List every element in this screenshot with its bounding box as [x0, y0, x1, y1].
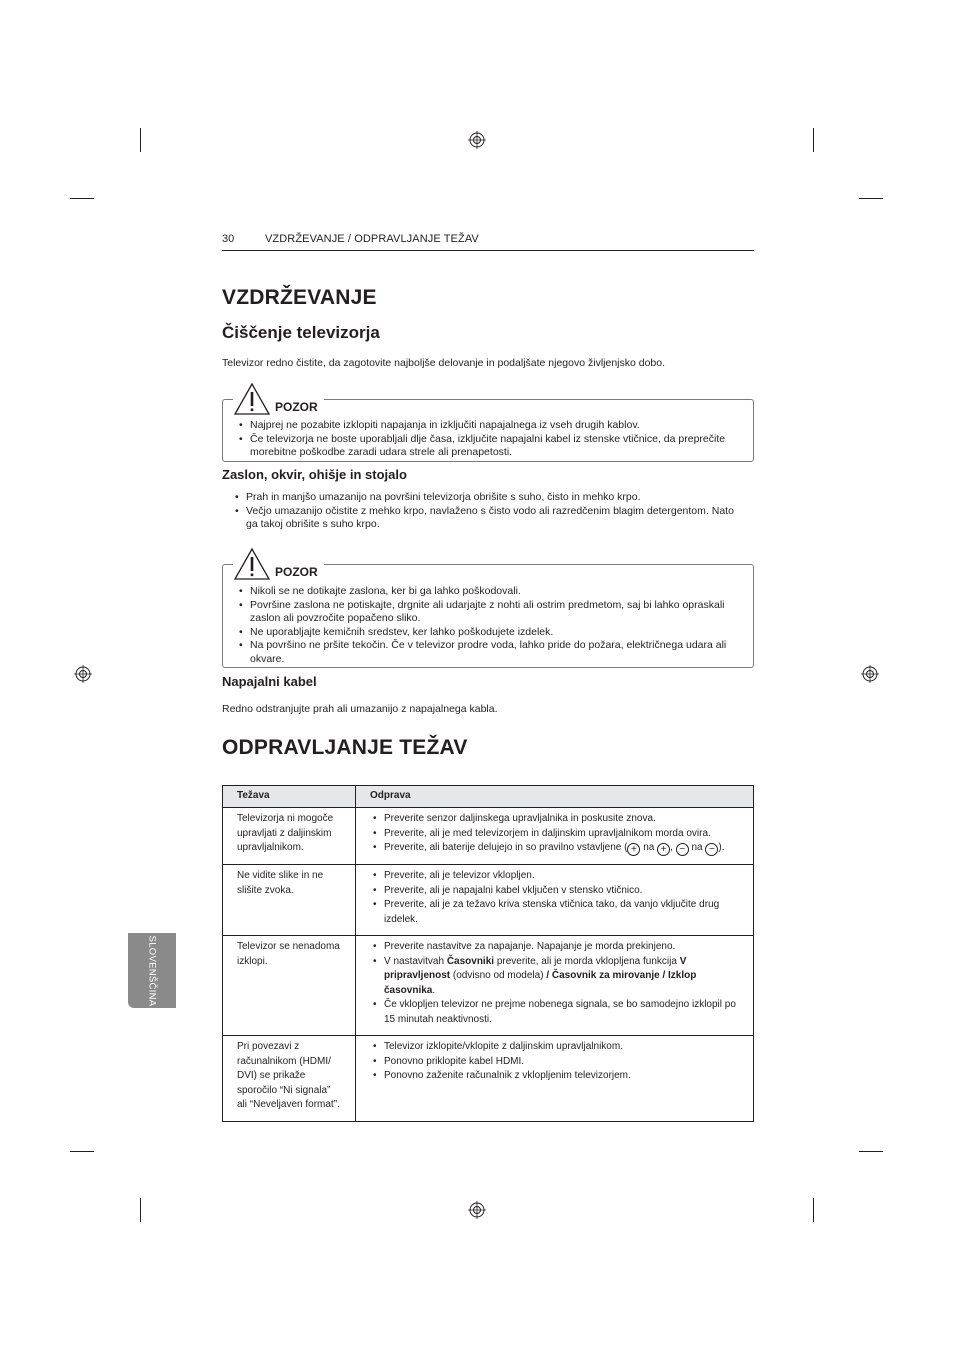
- list-item: • Če televizorja ne boste uporabljali dlje časa, izključite napajalni kabel iz stenske vtičnice, da preprečite morebitne poškodbe zaradi udara strele ali prenapetosti.: [236, 433, 736, 460]
- list-item: • Preverite, ali je za težavo kriva stenska vtičnica tako, da vanjo vključite drug izdelek.: [370, 898, 741, 927]
- caution-list: [236, 419, 736, 460]
- page-number: 30: [222, 233, 235, 245]
- warning-triangle-icon: [233, 547, 271, 581]
- power-cable-title: Napajalni kabel: [222, 674, 317, 689]
- list-item: • Preverite, ali baterije delujejo in so pravilno vstavljene ( + na + , − na − ).: [370, 841, 741, 856]
- maintenance-title: VZDRŽEVANJE: [222, 286, 377, 309]
- solution-cell: [356, 808, 754, 865]
- minus-terminal-icon: −: [676, 843, 689, 856]
- crop-mark: [859, 198, 883, 199]
- table-row: [223, 865, 754, 936]
- screen-title: Zaslon, okvir, ohišje in stojalo: [222, 467, 407, 482]
- list-item: • Ne uporabljajte kemičnih sredstev, ker lahko poškodujete izdelek.: [236, 626, 736, 640]
- list-item: • Preverite, ali je napajalni kabel vključen v stensko vtičnico.: [370, 884, 741, 899]
- list-item: • Preverite, ali je med televizorjem in daljinskim upravljalnikom morda ovira.: [370, 827, 741, 842]
- caution-box-2: [222, 564, 754, 668]
- table-row: [223, 1036, 754, 1122]
- list-item: • Televizor izklopite/vklopite z daljinskim upravljalnikom.: [370, 1040, 741, 1055]
- table-row: [223, 808, 754, 865]
- solution-cell: [356, 865, 754, 936]
- plus-terminal-icon: +: [627, 843, 640, 856]
- power-cable-text: Redno odstranjujte prah ali umazanijo z napajalnega kabla.: [222, 703, 498, 715]
- cleaning-title: Čiščenje televizorja: [222, 323, 380, 342]
- list-item: • Preverite, ali je televizor vklopljen.: [370, 869, 741, 884]
- list-item: • Večjo umazanijo očistite z mehko krpo, navlaženo s čisto vodo ali razredčenim blagim detergentom. Nato ga takoj obrišite s suho krpo.: [232, 505, 747, 532]
- list-item: • V nastavitvah Časovniki preverite, ali je morda vklopljena funkcija V pripravljenost (odvisno od modela) / Časovnik za mirovanje / Izklop časovnika.: [370, 955, 741, 999]
- solution-cell: [356, 936, 754, 1036]
- crop-mark: [140, 128, 141, 152]
- list-item: • Na površino ne pršite tekočin. Če v televizor prodre voda, lahko pride do požara, električnega udara ali okvare.: [236, 639, 736, 666]
- language-side-tab: [128, 933, 176, 1008]
- header-rule: [222, 250, 754, 251]
- column-header-solution: Odprava: [356, 786, 754, 808]
- screen-list: [232, 491, 747, 532]
- cleaning-intro: Televizor redno čistite, da zagotovite najboljše delovanje in podaljšate njegovo življenjsko dobo.: [222, 357, 666, 369]
- list-item: • Prah in manjšo umazanijo na površini televizorja obrišite s suho, čisto in mehko krpo.: [232, 491, 747, 505]
- warning-triangle-icon: [233, 382, 271, 416]
- crop-mark: [70, 1151, 94, 1152]
- list-item: • Preverite senzor daljinskega upravljalnika in poskusite znova.: [370, 812, 741, 827]
- caution-box-1: [222, 399, 754, 462]
- table-header-row: [223, 786, 754, 808]
- registration-mark-icon: [468, 131, 486, 149]
- list-item: • Če vklopljen televizor ne prejme nobenega signala, se bo samodejno izklopil po 15 minutah neaktivnosti.: [370, 998, 741, 1027]
- troubleshooting-table: [222, 785, 754, 1122]
- registration-mark-icon: [468, 1201, 486, 1219]
- crop-mark: [813, 128, 814, 152]
- problem-cell: Televizor se nenadoma izklopi.: [223, 936, 356, 1036]
- plus-terminal-icon: +: [657, 843, 670, 856]
- column-header-problem: Težava: [223, 786, 356, 808]
- running-title: VZDRŽEVANJE / ODPRAVLJANJE TEŽAV: [265, 233, 479, 245]
- registration-mark-icon: [74, 665, 92, 683]
- troubleshooting-title: ODPRAVLJANJE TEŽAV: [222, 736, 468, 759]
- list-item: • Najprej ne pozabite izklopiti napajanja in izključiti napajalnega iz vseh drugih kablov.: [236, 419, 736, 433]
- list-item: • Nikoli se ne dotikajte zaslona, ker bi ga lahko poškodovali.: [236, 585, 736, 599]
- list-item: • Preverite nastavitve za napajanje. Napajanje je morda prekinjeno.: [370, 940, 741, 955]
- crop-mark: [140, 1198, 141, 1222]
- language-label: SLOVENŠČINA: [146, 935, 158, 1006]
- caution-label: POZOR: [275, 565, 318, 579]
- problem-cell: Pri povezavi z računalnikom (HDMI/ DVI) se prikaže sporočilo “Ni signala” ali “Neveljaven format”.: [223, 1036, 356, 1122]
- minus-terminal-icon: −: [705, 843, 718, 856]
- crop-mark: [70, 198, 94, 199]
- caution-list: [236, 585, 736, 666]
- problem-cell: Televizorja ni mogoče upravljati z daljinskim upravljalnikom.: [223, 808, 356, 865]
- table-row: [223, 936, 754, 1036]
- caution-label: POZOR: [275, 400, 318, 414]
- solution-cell: [356, 1036, 754, 1122]
- list-item: • Površine zaslona ne potiskajte, drgnite ali udarjajte z nohti ali ostrim predmetom, saj bi lahko opraskali zaslon ali povzročite popačeno sliko.: [236, 599, 736, 626]
- registration-mark-icon: [861, 665, 879, 683]
- list-item: • Ponovno priklopite kabel HDMI.: [370, 1055, 741, 1070]
- list-item: • Ponovno zaženite računalnik z vklopljenim televizorjem.: [370, 1069, 741, 1084]
- crop-mark: [859, 1151, 883, 1152]
- crop-mark: [813, 1198, 814, 1222]
- problem-cell: Ne vidite slike in ne slišite zvoka.: [223, 865, 356, 936]
